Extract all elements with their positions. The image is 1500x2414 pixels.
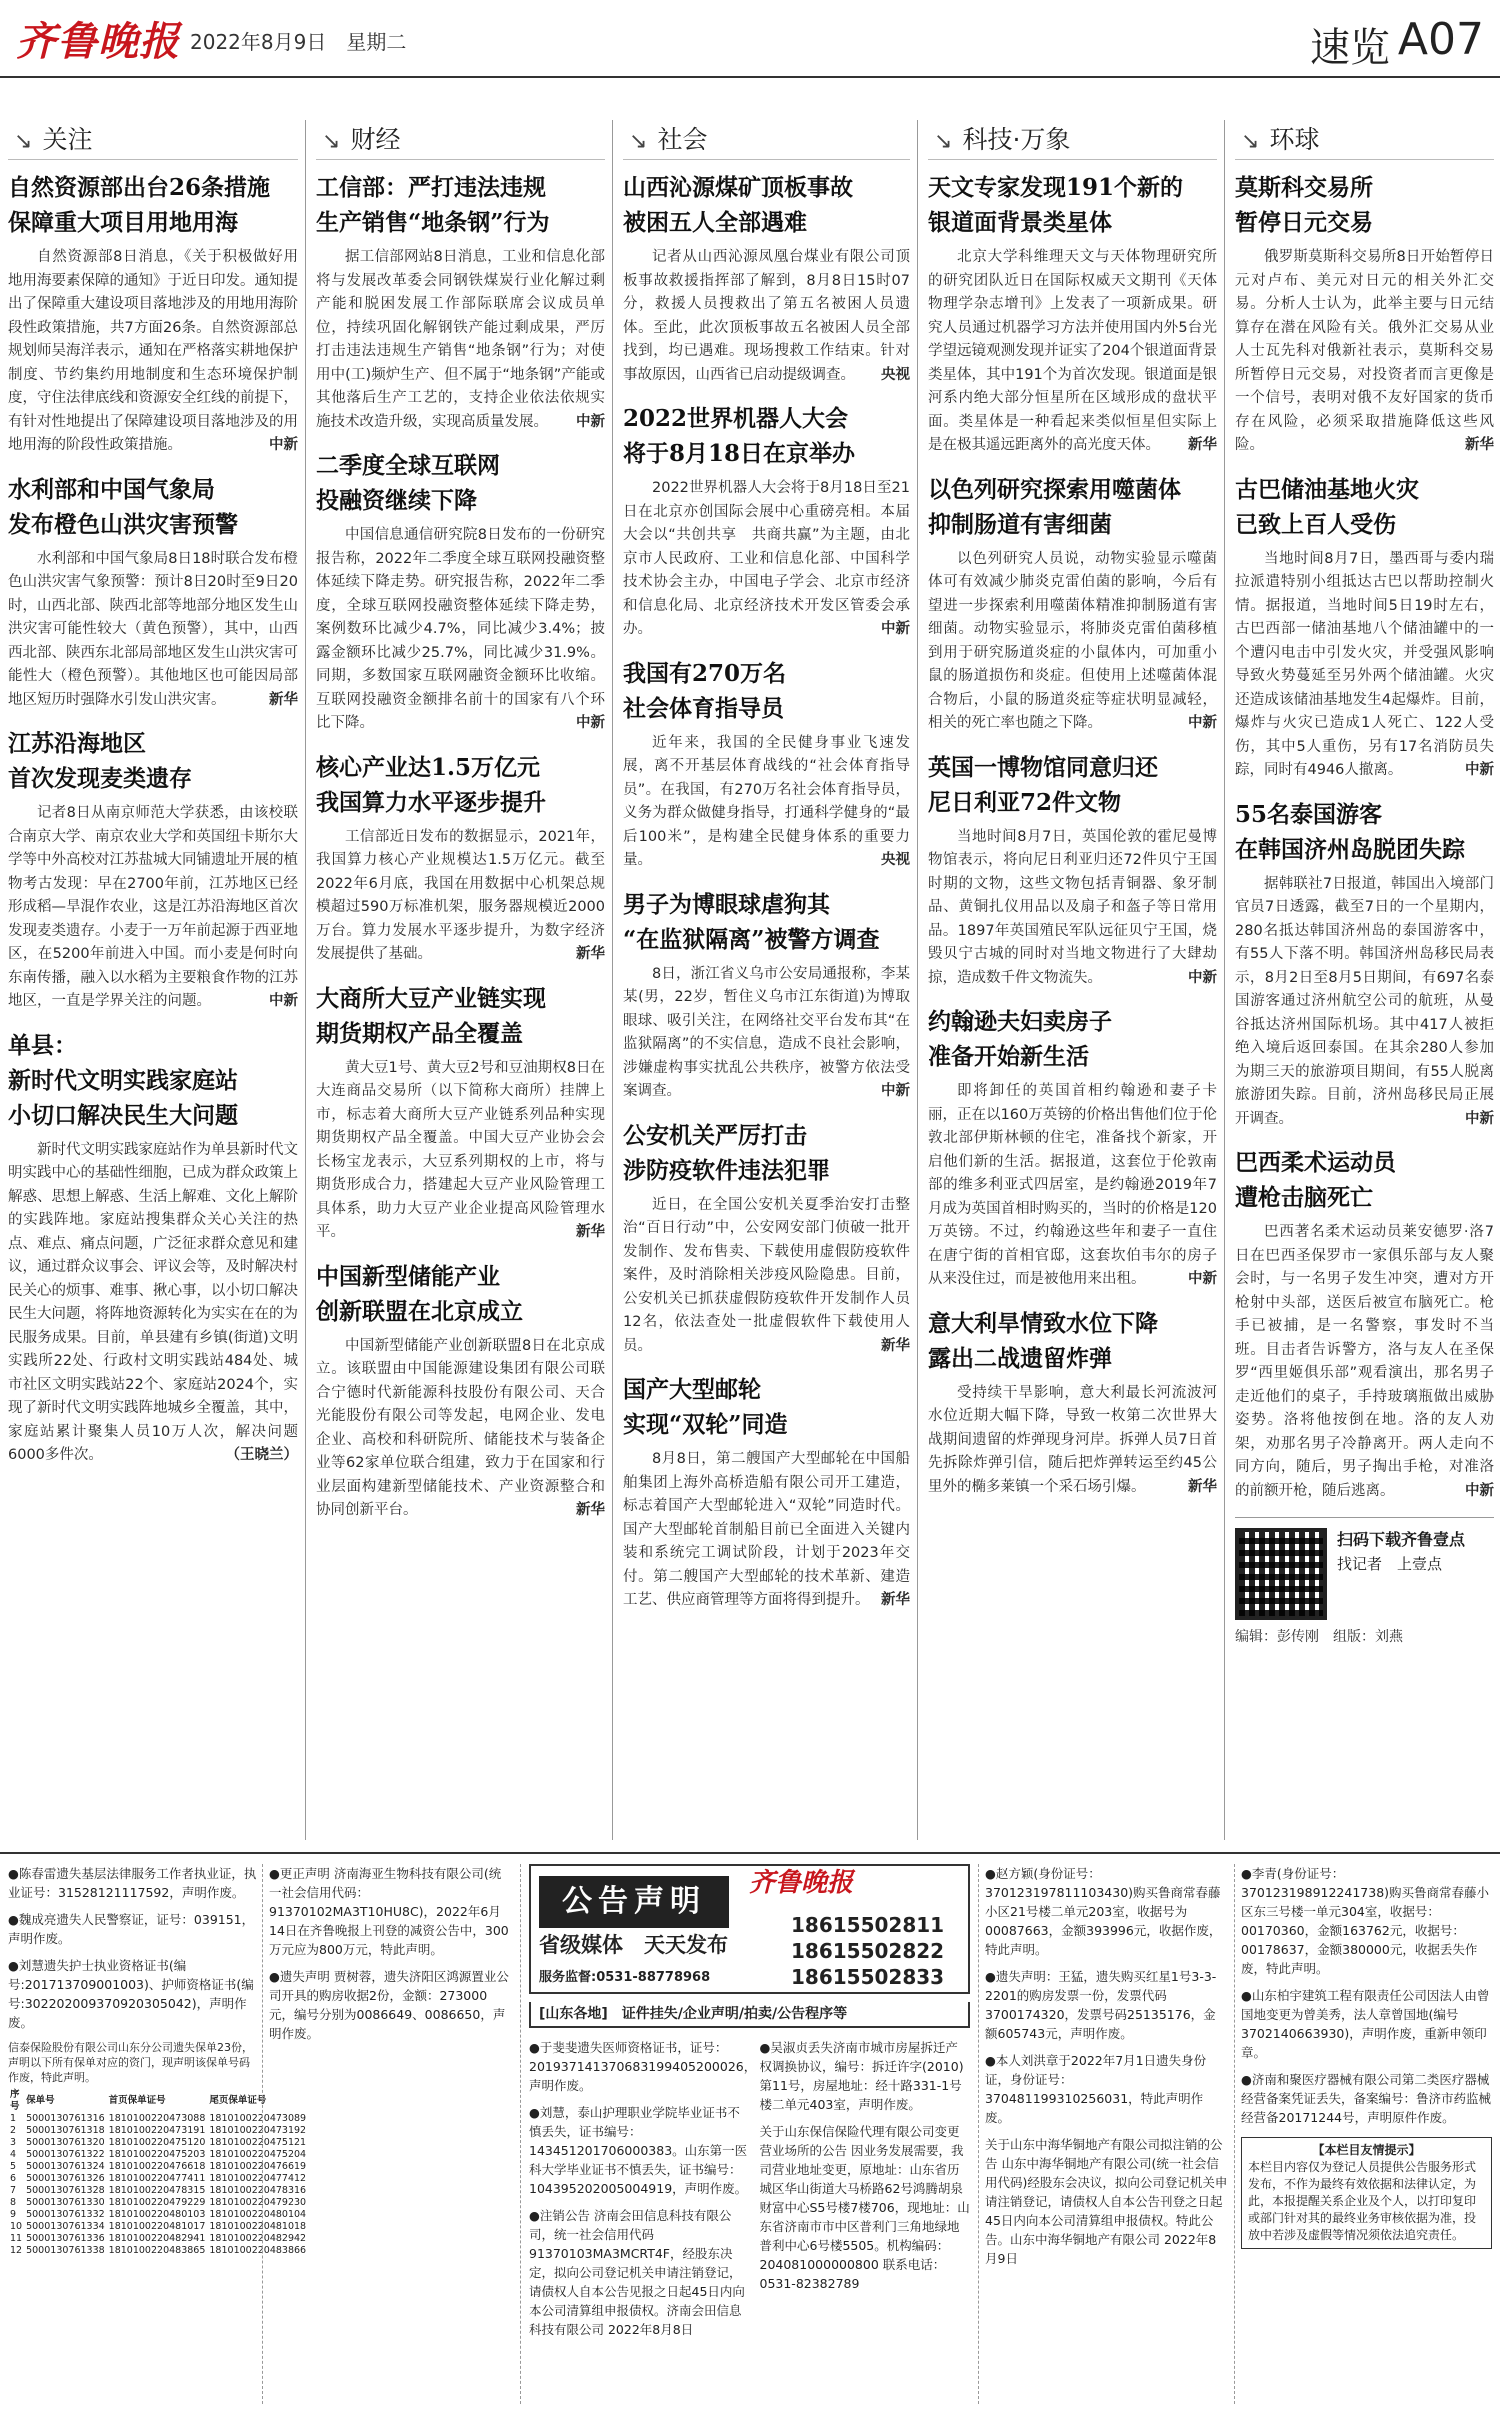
headline-line: 创新联盟在北京成立: [316, 1297, 523, 1325]
news-article: [316, 448, 605, 736]
ad-list: [985, 1864, 1228, 2268]
article-source: 新华: [1188, 1478, 1217, 1495]
table-cell: 5000130761326: [26, 2173, 105, 2184]
article-body: [928, 548, 1217, 736]
article-headline: [316, 448, 605, 518]
news-article: [623, 1372, 910, 1613]
article-body: [623, 1448, 910, 1613]
article-body: [316, 246, 605, 434]
news-article: [316, 750, 605, 967]
table-header-cell: 尾页保单证号: [209, 2095, 267, 2106]
arrow-icon: ↘: [629, 129, 648, 154]
article-source: 新华: [1465, 437, 1494, 453]
ad-item: 关于山东中海华铜地产有限公司拟注销的公告 山东中海华铜地产有限公司(统一社会信用代码)经股东会决议，拟向公司登记机关申请注销登记，请债权人自本公告刊登之日起45日内向本公司清算组申报债权。特此公告。山东中海华铜地产有限公司 2022年8月9日: [985, 2137, 1228, 2266]
article-body: [1235, 548, 1494, 783]
article-body: [316, 1335, 605, 1523]
article-text: 自然资源部8日消息，《关于积极做好用地用海要素保障的通知》于近日印发。通知提出了保障重大建设项目落地涉及的用地用海阶段性政策措施，共7方面26条。自然资源部总规划师吴海洋表示，通知在严格落实耕地保护制度、节约集约用地制度和生态环境保护制度，守住法律底线和资源安全红线的前提下，有针对性地提出了保障建设项目落地涉及的用地用海的阶段性政策措施。: [8, 249, 298, 453]
article-headline: [316, 170, 605, 240]
headline-line: 我国算力水平逐步提升: [316, 788, 546, 816]
table-cell: 1810100220476619: [209, 2161, 307, 2172]
qr-promo-line: 扫码下载齐鲁壹点: [1337, 1530, 1466, 1549]
headline-line: 遭枪击脑死亡: [1235, 1184, 1373, 1211]
headline-line: 尼日利亚72件文物: [928, 788, 1122, 816]
ad-item: 关于山东保信保险代理有限公司变更营业场所的公告 因业务发展需要，我司营业地址变更，原地址：山东省历城区华山街道大马桥路62号鸿腾胡泉财富中心S5号楼7楼706，现地址：山东省济南市市中区普利门三角地绿地普利中心6号楼5505。机构编码：204081000000800 联系电话：0531-82382789: [759, 2124, 970, 2291]
ad-item: ●注销公告 济南会田信息科技有限公司，统一社会信用代码91370103MA3MCRT4F，经股东决定，拟向公司登记机关申请注销登记，请债权人自本公告见报之日起45日内向本公司清算组申报债权。济南会田信息科技有限公司 2022年8月8日: [529, 2208, 745, 2337]
article-body: [316, 1057, 605, 1245]
article-headline: [623, 170, 910, 240]
table-cell: 5: [10, 2161, 17, 2172]
ad-item: ●山东柏宇建筑工程有限责任公司因法人由曾国地变更为曾美秀，法人章曾国地(编号3702140663930)，声明作废，重新申领印章。: [1241, 1988, 1490, 2060]
table-cell: 1810100220478316: [209, 2185, 307, 2196]
headline-line: 投融资继续下降: [316, 487, 477, 514]
table-cell: 1810100220481018: [209, 2221, 307, 2232]
headline-line: 小切口解决民生大问题: [8, 1101, 238, 1129]
article-source: 中新: [1188, 1271, 1217, 1287]
headline-line: 水利部和中国气象局: [8, 475, 215, 503]
table-cell: 5000130761316: [26, 2113, 105, 2124]
notice-services: [山东各地] 证件挂失/企业声明/拍卖/公告程序等: [529, 2002, 970, 2028]
ad-column-3: [520, 1864, 970, 2404]
phone-number: 18615502811: [791, 1913, 945, 1937]
article-headline: [1235, 1145, 1494, 1215]
article-body: [8, 1139, 298, 1468]
article-headline: [928, 1306, 1217, 1376]
headline-line: 社会体育指导员: [623, 694, 784, 722]
arrow-icon: ↘: [934, 129, 953, 154]
article-source: 新华: [269, 691, 298, 708]
table-cell: 1810100220480103: [108, 2209, 206, 2220]
news-article: [623, 656, 910, 873]
table-cell: 12: [10, 2245, 23, 2256]
ad-list: [1241, 1864, 1492, 2127]
article-headline: [623, 887, 910, 957]
table-cell: 1810100220473088: [108, 2113, 206, 2124]
table-cell: 5000130761334: [26, 2221, 105, 2232]
ad-item: ●本人刘洪章于2022年7月1日遗失身份证，身份证号：370481199310256031，特此声明作废。: [985, 2053, 1207, 2125]
article-source: 央视: [881, 852, 910, 868]
article-headline: [928, 1004, 1217, 1074]
headline-line: 抑制肠道有害细菌: [928, 510, 1112, 538]
article-headline: [8, 1028, 298, 1133]
news-article: [623, 170, 910, 387]
issue-date: 2022年8月9日 星期二: [190, 30, 407, 54]
article-headline: [623, 656, 910, 726]
table-cell: 4: [10, 2149, 17, 2160]
table-cell: 1810100220475204: [209, 2149, 307, 2160]
qr-promo-line: 找记者 上壹点: [1337, 1555, 1443, 1573]
notice-banner-slogan: 省级媒体 天天发布: [539, 1933, 728, 1957]
headline-line: 中国新型储能产业: [316, 1262, 500, 1290]
article-headline: [928, 750, 1217, 820]
headline-line: 核心产业达1.5万亿元: [316, 753, 541, 781]
news-article: [623, 401, 910, 642]
article-headline: [928, 170, 1217, 240]
notice-banner: [529, 1864, 970, 1994]
article-source: 中新: [576, 413, 605, 430]
editor-tip-box: [1241, 2137, 1492, 2249]
news-article: [623, 887, 910, 1104]
article-text: 黄大豆1号、黄大豆2号和豆油期权8日在大连商品交易所（以下简称大商所）挂牌上市，标志着大商所大豆产业链系列品种实现期货期权产品全覆盖。中国大豆产业协会会长杨宝龙表示，大豆系列期权的上市，将与期货形成合力，搭建起大豆产业风险管理工具体系，助力大豆产业企业提高风险管理水平。: [316, 1059, 605, 1240]
news-article: [316, 170, 605, 434]
article-body: [8, 802, 298, 1014]
article-body: [623, 246, 910, 387]
article-headline: [1235, 472, 1494, 542]
column-world: [1224, 120, 1494, 1840]
ad-column-1: [8, 1864, 307, 2404]
article-headline: [316, 1259, 605, 1329]
section-tag-label: 科技·万象: [962, 125, 1071, 154]
notice-banner-title: 公告声明: [539, 1876, 729, 1928]
news-article: [623, 1118, 910, 1359]
headline-line: 首次发现麦类遗存: [8, 765, 192, 792]
column-focus: [8, 120, 298, 1840]
headline-line: 江苏沿海地区: [8, 730, 146, 757]
article-text: 据韩联社7日报道，韩国出入境部门官员7日透露，截至7日的一个星期内，280名抵达韩国济州岛的泰国游客中，有55人下落不明。韩国济州岛移民局表示，8月2日至8月5日期间，有697名泰国游客通过济州航空公司的航班，从曼谷抵达济州国际机场。其中417人被拒绝入境后返回泰国。在其余280人参加为期三天的旅游项目期间，有55人脱离旅游团失踪。目前，济州岛移民局正展开调查。: [1235, 875, 1494, 1127]
headline-line: 保障重大项目用地用海: [8, 209, 238, 236]
article-text: 新时代文明实践家庭站作为单县新时代文明实践中心的基础性细胞，已成为群众政策上解惑、思想上解惑、生活上解难、文化上解阶的实践阵地。家庭站搜集群众关心关注的热点、难点、痛点问题，广泛征求群众意见和建议，通过群众议事会、评议会等，及时解决村民关心的烦事、难事、揪心事，以小切口解决民生大问题，将阵地资源转化为实实在在的为民服务成果。目前，单县建有乡镇(街道)文明实践所22处、行政村文明实践站484处、城市社区文明实践站22个、家庭站2024个，实现了新时代文明实践阵地城乡全覆盖，其中，家庭站累计聚集人员10万人次，解决问题6000多件次。: [8, 1141, 298, 1463]
ad-item: ●于斐斐遗失医师资格证书，证号：201937141370683199405200026，声明作废。: [529, 2040, 757, 2093]
news-article: [8, 472, 298, 713]
article-headline: [623, 1118, 910, 1188]
table-header-cell: 首页保单证号: [108, 2095, 166, 2106]
headline-line: 工信部：严打违法违规: [316, 174, 546, 201]
headline-line: 国产大型邮轮: [623, 1376, 761, 1403]
news-article: [928, 750, 1217, 991]
table-cell: 1810100220479230: [209, 2197, 307, 2208]
ad-column-4: [978, 1864, 1228, 2404]
ad-item: ●吴淑贞丢失济南市城市房屋拆迁产权调换协议，编号：拆迁许字(2010)第11号，房屋地址：经十路331-1号楼二单元403室，声明作废。: [759, 2040, 964, 2112]
table-cell: 5000130761320: [26, 2137, 105, 2148]
ad-item: ●魏成亮遗失人民警察证，证号：039151，声明作废。: [8, 1912, 255, 1946]
news-article: [1235, 797, 1494, 1132]
article-body: [928, 246, 1217, 458]
article-body: [8, 246, 298, 458]
article-source: 新华: [881, 1592, 910, 1608]
table-cell: 1810100220478315: [108, 2185, 206, 2196]
table-cell: 5000130761328: [26, 2185, 105, 2196]
article-text: 2022世界机器人大会将于8月18日至21日在北京亦创国际会展中心重磅亮相。本届大会以“共创共享 共商共赢”为主题，由北京市人民政府、工业和信息化部、中国科学技术协会主办，中国电子学会、北京市经济和信息化局、北京经济技术开发区管委会承办。: [623, 480, 910, 637]
section-tag: [8, 120, 298, 160]
table-cell: 5000130761332: [26, 2209, 105, 2220]
ad-column-2: [262, 1864, 512, 2404]
article-source: 中新: [1465, 762, 1494, 778]
table-cell: 5000130761324: [26, 2161, 105, 2172]
news-article: [928, 1306, 1217, 1500]
news-article: [316, 1259, 605, 1523]
headline-line: 约翰逊夫妇卖房子: [928, 1008, 1112, 1035]
headline-line: 露出二战遗留炸弹: [928, 1344, 1112, 1372]
ad-item: ●刘慧，泰山护理职业学院毕业证书不慎丢失，证书编号：143451201706000383。山东第一医科大学毕业证书不慎丢失，证书编号：104395202005004919，声明作废。: [529, 2105, 748, 2196]
notice-banner-logo: 齐鲁晚报: [749, 1868, 854, 1898]
article-body: [623, 477, 910, 642]
news-article: [316, 981, 605, 1245]
headline-line: 我国有270万名: [623, 659, 787, 687]
arrow-icon: ↘: [322, 129, 341, 154]
ad-item: ●赵方颖(身份证号：370123197811103430)购买鲁商常春藤小区21号楼二单元203室，收据号为00087663，金额393996元，收据作废，特此声明。: [985, 1866, 1222, 1957]
ad-list: [760, 2038, 971, 2347]
article-source: 中新: [881, 1083, 910, 1099]
table-cell: 5000130761322: [26, 2149, 105, 2160]
headline-line: 已致上百人受伤: [1235, 510, 1396, 538]
news-article: [8, 170, 298, 458]
article-text: 当地时间8月7日，英国伦敦的霍尼曼博物馆表示，将向尼日利亚归还72件贝宁王国时期的文物，这些文物包括青铜器、象牙制品、黄铜扎仪用品以及扇子和盔子等日常用品。1897年英国殖民军队远征贝宁王国，烧毁贝宁古城的同时对当地文物进行了大肆劫掠，造成数千件文物流失。: [928, 828, 1217, 986]
page-number: A07: [1397, 14, 1484, 65]
article-body: [316, 826, 605, 967]
article-body: [8, 548, 298, 713]
table-cell: 5000130761330: [26, 2197, 105, 2208]
article-body: [928, 826, 1217, 991]
article-source: （王晓兰）: [225, 1447, 298, 1463]
news-article: [8, 726, 298, 1014]
article-source: 央视: [881, 366, 910, 383]
article-text: 近日，在全国公安机关夏季治安打击整治“百日行动”中，公安网安部门侦破一批开发制作、发布售卖、下载使用虚假防疫软件案件，及时消除相关涉疫风险隐患。目前，公安机关已抓获虚假防疫软件开发制作人员12名，依法查处一批虚假软件下载使用人员。: [623, 1196, 910, 1354]
article-source: 新华: [576, 1502, 605, 1518]
article-text: 当地时间8月7日，墨西哥与委内瑞拉派遣特别小组抵达古巴以帮助控制火情。据报道，当地时间5日19时左右，古巴西部一储油基地八个储油罐中的一个遭闪电击中引发火灾，并受强风影响导致火势蔓延至另外两个储油罐。火灾还造成该储油基地发生4起爆炸。目前，爆炸与火灾已造成1人死亡、122人受伤，其中5人重伤，另有17名消防员失踪，同时有4946人撤离。: [1235, 550, 1494, 778]
service-hotline: 服务监督:0531-88778968: [539, 1970, 711, 1985]
article-source: 中新: [576, 715, 605, 731]
section-title: 速览: [1310, 25, 1390, 71]
table-cell: 3: [10, 2137, 17, 2148]
news-article: [928, 1004, 1217, 1292]
qr-promo-text: [1337, 1528, 1465, 1620]
qr-code-icon[interactable]: [1235, 1528, 1327, 1620]
table-cell: 1810100220475120: [108, 2137, 206, 2148]
article-source: 中新: [1465, 1110, 1494, 1127]
table-cell: 1810100220482941: [108, 2233, 206, 2244]
headline-line: 新时代文明实践家庭站: [8, 1066, 238, 1094]
news-article: [1235, 472, 1494, 783]
table-cell: 1810100220475121: [209, 2137, 307, 2148]
headline-line: 涉防疫软件违法犯罪: [623, 1156, 830, 1184]
article-text: 记者从山西沁源凤凰台煤业有限公司顶板事故救援指挥部了解到，8月8日15时07分，救援人员搜救出了第五名被困人员遗体。至此，此次顶板事故五名被困人员全部找到，均已遇难。现场搜救工作结束。针对事故原因，山西省已启动提级调查。: [623, 249, 910, 383]
article-source: 新华: [576, 1224, 605, 1240]
table-cell: 1810100220480104: [209, 2209, 307, 2220]
headline-line: 单县：: [8, 1031, 77, 1059]
article-text: 水利部和中国气象局8日18时联合发布橙色山洪灾害气象预警：预计8日20时至9日20时，山西北部、陕西北部等地部分地区发生山洪灾害可能性较大（黄色预警），其中，山西西北部、陕西东北部局部地区发生山洪灾害可能性大（橙色预警）。其他地区也可能因局部地区短历时强降水引发山洪灾害。: [8, 550, 298, 708]
editor-credit: 编辑：彭传刚 组版：刘燕: [1235, 1629, 1403, 1645]
article-body: [1235, 1221, 1494, 1503]
headline-line: 准备开始新生活: [928, 1043, 1089, 1070]
ad-item: ●更正声明 济南海亚生物科技有限公司(统一社会信用代码：91370102MA3T10HU8C)，2022年6月14日在齐鲁晚报上刊登的减资公告中，300万元应为800万元，特此声明。: [269, 1866, 509, 1957]
headline-line: 巴西柔术运动员: [1235, 1149, 1396, 1176]
section-tag: [928, 120, 1217, 160]
headline-line: 期货期权产品全覆盖: [316, 1019, 523, 1047]
article-body: [623, 732, 910, 873]
headline-line: 55名泰国游客: [1235, 800, 1383, 828]
tip-title: 【本栏目友情提示】: [1312, 2143, 1421, 2157]
section-tag-label: 财经: [350, 125, 401, 154]
section-tag: [316, 120, 605, 160]
table-cell: 10: [10, 2221, 23, 2232]
headline-line: 银道面背景类星体: [928, 209, 1112, 236]
ad-item: ●济南和聚医疗器械有限公司第二类医疗器械经营备案凭证丢失，备案编号：鲁济市药监械经营备20171244号，声明原件作废。: [1241, 2072, 1492, 2125]
table-cell: 1810100220475203: [108, 2149, 206, 2160]
article-headline: [8, 472, 298, 542]
article-headline: [316, 750, 605, 820]
headline-line: 生产销售“地条钢”行为: [316, 209, 550, 236]
tip-text: 本栏目内容仅为登记人员提供公告服务形式发布，不作为最终有效依据和法律认定，为此，本报提醒关系企业及个人，以打印复印或部门针对其的最终业务审核依据为准，投放中若涉及虚假等情况须依法追究责任。: [1248, 2160, 1477, 2242]
article-headline: [1235, 170, 1494, 240]
section-tag: [1235, 120, 1494, 160]
article-text: 据工信部网站8日消息，工业和信息化部将与发展改革委会同钢铁煤炭行业化解过剩产能和脱困发展工作部际联席会议成员单位，持续巩固化解钢铁产能过剩成果，严厉打击违法违规生产销售“地条钢”行为；对使用中(工)频炉生产、但不属于“地条钢”产能或其他落后生产工艺的，支持企业依法依规实施技术改造升级，实现高质量发展。: [316, 249, 605, 430]
article-text: 工信部近日发布的数据显示，2021年，我国算力核心产业规模达1.5万亿元。截至2022年6月底，我国在用数据中心机架总规模超过590万标准机架，服务器规模近2000万台。算力发展水平逐步提升，为数字经济发展提供了基础。: [316, 828, 605, 962]
arrow-icon: ↘: [1241, 129, 1260, 154]
ad-item: ●遗失声明 贾树蓉，遗失济阳区鸿源置业公司开具的购房收据2份，金额：273000元，编号分别为0086649、0086650，声明作废。: [269, 1969, 509, 2041]
article-source: 中新: [1188, 969, 1217, 986]
ad-item: ●陈春雷遗失基层法律服务工作者执业证，执业证号：31528121117592，声明作废。: [8, 1866, 257, 1900]
article-headline: [316, 981, 605, 1051]
headline-line: 英国一博物馆同意归还: [928, 753, 1158, 781]
article-source: 新华: [576, 946, 605, 962]
article-body: [1235, 873, 1494, 1132]
table-cell: 1810100220479229: [108, 2197, 206, 2208]
article-headline: [1235, 797, 1494, 867]
section-tag: [623, 120, 910, 160]
column-science: [917, 120, 1217, 1840]
article-source: 中新: [269, 437, 298, 453]
table-cell: 7: [10, 2185, 17, 2196]
article-source: 中新: [1188, 715, 1217, 731]
headline-line: 公安机关严厉打击: [623, 1121, 807, 1149]
table-cell: 1810100220476618: [108, 2161, 206, 2172]
section-tag-label: 环球: [1269, 125, 1320, 154]
qr-promo: [1235, 1517, 1494, 1620]
headline-line: “在监狱隔离”被警方调查: [623, 925, 880, 953]
headline-line: 在韩国济州岛脱团失踪: [1235, 835, 1465, 863]
news-article: [1235, 170, 1494, 458]
table-cell: 1810100220481017: [108, 2221, 206, 2232]
article-source: 新华: [881, 1337, 910, 1354]
article-text: 8日，浙江省义乌市公安局通报称，李某某(男，22岁，暂住义乌市江东街道)为博取眼球、吸引关注，在网络社交平台发布其“在监狱隔离”的不实信息，造成不良社会影响，涉嫌虚构事实扰乱公共秩序，被警方依法受案调查。: [623, 965, 910, 1099]
article-body: [623, 1194, 910, 1359]
table-cell: 11: [10, 2233, 23, 2244]
article-body: [316, 524, 605, 736]
table-cell: 1810100220482942: [209, 2233, 307, 2244]
ad-list: [8, 1864, 258, 2032]
ad-item: ●刘慧遗失护士执业资格证书(编号:201713709001003)、护师资格证书(编号:302202009370920305042)，声明作废。: [8, 1958, 254, 2030]
ad-item: ●遗失声明：王猛，遗失购买红星1号3-3-2201的购房发票一份，发票代码3700174320，发票号码25135176，金额605743元，声明作废。: [985, 1969, 1217, 2041]
table-cell: 1810100220483865: [108, 2245, 206, 2256]
ad-list: [529, 2038, 757, 2347]
table-cell: 5000130761336: [26, 2233, 105, 2244]
headline-line: 二季度全球互联网: [316, 452, 500, 479]
headline-line: 古巴储油基地火灾: [1235, 475, 1419, 503]
table-cell: 1810100220477412: [209, 2173, 307, 2184]
table-cell: 5000130761338: [26, 2245, 105, 2256]
table-cell: 1810100220483866: [209, 2245, 307, 2256]
headline-line: 自然资源部出台26条措施: [8, 174, 271, 201]
article-source: 中新: [881, 621, 910, 637]
section-tag-label: 关注: [42, 125, 93, 154]
ad-column-5: [1234, 1864, 1492, 2404]
headline-line: 2022世界机器人大会: [623, 405, 849, 432]
table-cell: 1810100220473089: [209, 2113, 307, 2124]
article-body: [623, 963, 910, 1104]
table-cell: 2: [10, 2125, 17, 2136]
article-headline: [623, 1372, 910, 1442]
phone-number: 18615502833: [791, 1965, 945, 1989]
article-source: 中新: [1465, 1482, 1494, 1499]
headline-line: 意大利旱情致水位下降: [928, 1309, 1158, 1337]
headline-line: 大商所大豆产业链实现: [316, 984, 546, 1012]
article-headline: [8, 726, 298, 796]
news-article: [1235, 1145, 1494, 1503]
table-cell: 5000130761318: [26, 2125, 105, 2136]
article-text: 巴西著名柔术运动员莱安德罗·洛7日在巴西圣保罗市一家俱乐部与友人聚会时，与一名男子发生冲突，遭对方开枪射中头部，送医后被宣布脑死亡。枪手已被捕，是一名警察，事发时不当班。目击者告诉警方，洛与友人在圣保罗“西里姬俱乐部”观看演出，那名男子走近他们的桌子，手持玻璃瓶做出威胁姿势。洛将他按倒在地。洛的友人劝架，劝那名男子冷静离开。两人走向不同方向，随后，男子掏出手枪，对准洛的前额开枪，随后逃离。: [1235, 1224, 1494, 1499]
table-cell: 9: [10, 2209, 17, 2220]
article-text: 俄罗斯莫斯科交易所8日开始暂停日元对卢布、美元对日元的相关外汇交易。分析人士认为，此举主要与日元结算存在潜在风险有关。俄外汇交易从业人士瓦先科对俄新社表示，莫斯科交易所暂停日元交易，对投资者而言更像是一个信号，表明对俄不友好国家的货币存在风险，必须采取措施降低这些风险。: [1235, 249, 1494, 453]
phone-number: 18615502822: [791, 1939, 945, 1963]
article-headline: [623, 401, 910, 471]
cert-notice-title: 信泰保险股份有限公司山东分公司遗失保单23份，声明以下所有保单对应的资门，现声明该保单号码作废，特此声明。: [8, 2041, 253, 2084]
article-source: 中新: [269, 993, 298, 1009]
column-finance: [305, 120, 605, 1840]
article-text: 中国信息通信研究院8日发布的一份研究报告称，2022年二季度全球互联网投融资整体延续下降走势。研究报告称，2022年二季度，全球互联网投融资整体延续下降走势，案例数环比减少4.7%，同比减少3.4%；披露金额环比减少25.7%，同比减少31.9%。同期，多数国家互联网融资金额环比收缩。互联网投融资金额排名前十的国家有八个环比下降。: [316, 527, 605, 731]
ad-item: ●李青(身份证号：370123198912241738)购买鲁商常春藤小区东三号楼一单元304室，收据号：00170360，金额163762元，收据号：00178637，金额380000元，收据丢失作废，特此声明。: [1241, 1866, 1490, 1976]
article-text: 北京大学科维理天文与天体物理研究所的研究团队近日在国际权威天文期刊《天体物理学杂志增刊》上发表了一项新成果。研究人员通过机器学习方法并使用国内外5台光学望远镜观测发现并证实了204个银道面背景类星体，其中191个为首次发现。银道面是银河系内绝大部分恒星所在区域形成的盘状平面。类星体是一种看起来类似恒星但实际上是在极其遥远距离外的高光度天体。: [928, 249, 1217, 453]
headline-line: 天文专家发现191个新的: [928, 174, 1184, 201]
article-headline: [928, 472, 1217, 542]
headline-line: 山西沁源煤矿顶板事故: [623, 174, 853, 201]
table-header-cell: 保单号: [26, 2095, 55, 2106]
headline-line: 将于8月18日在京举办: [623, 440, 856, 467]
ad-list: [269, 1864, 512, 2043]
article-text: 近年来，我国的全民健身事业飞速发展，离不开基层体育战线的“社会体育指导员”。在我国，有270万名社会体育指导员，义务为群众做健身指导，打通科学健身的“最后100米”，是构建全民健身体系的重要力量。: [623, 734, 910, 868]
headline-line: 被困五人全部遇难: [623, 209, 807, 236]
news-article: [8, 1028, 298, 1468]
headline-line: 莫斯科交易所: [1235, 174, 1373, 201]
table-cell: 1810100220473191: [108, 2125, 206, 2136]
table-cell: 1: [10, 2113, 17, 2124]
news-article: [928, 472, 1217, 736]
article-text: 8月8日，第二艘国产大型邮轮在中国船舶集团上海外高桥造船有限公司开工建造，标志着国产大型邮轮进入“双轮”同造时代。国产大型邮轮首制船目前已全面进入关键内装和系统完工调试阶段，计划于2023年交付。第二艘国产大型邮轮的技术革新、建造工艺、供应商管理等方面将得到提升。: [623, 1451, 910, 1608]
headline-line: 暂停日元交易: [1235, 209, 1373, 236]
article-body: [928, 1080, 1217, 1292]
article-text: 记者8日从南京师范大学获悉，由该校联合南京大学、南京农业大学和英国纽卡斯尔大学等中外高校对江苏盐城大同铺遗址开展的植物考古发现：早在2700年前，江苏地区已经形成稻—旱混作农业，这是江苏沿海地区首次发现麦类遗存。小麦于一万年前起源于西亚地区，在5200年前进入中国。而小麦是何时向东南传播，融入以水稻为主要粮食作物的江苏地区，一直是学界关注的问题。: [8, 805, 298, 1009]
classified-ads: [0, 1852, 1500, 2408]
column-society: [612, 120, 910, 1840]
headline-line: 发布橙色山洪灾害预警: [8, 510, 238, 538]
table-cell: 1810100220477411: [108, 2173, 206, 2184]
article-headline: [8, 170, 298, 240]
newspaper-logo: 齐鲁晚报: [16, 18, 180, 65]
table-cell: 8: [10, 2197, 17, 2208]
article-text: 中国新型储能产业创新联盟8日在北京成立。该联盟由中国能源建设集团有限公司联合宁德时代新能源科技股份有限公司、天合光能股份有限公司等发起，电网企业、发电企业、高校和科研院所、储能技术与装备企业等62家单位联合组建，致力于在国家和行业层面构建新型储能技术、产业资源整合和协同创新平台。: [316, 1337, 605, 1518]
table-cell: 1810100220473192: [209, 2125, 307, 2136]
article-text: 受持续干旱影响，意大利最长河流波河水位近期大幅下降，导致一枚第二次世界大战期间遗留的炸弹现身河岸。拆弹人员7日首先拆除炸弹引信，随后把炸弹转运至约45公里外的椭多莱镇一个采石场引爆。: [928, 1384, 1217, 1495]
section-tag-label: 社会: [657, 125, 708, 154]
news-article: [928, 170, 1217, 458]
table-header-cell: 序号: [10, 2089, 20, 2112]
article-source: 新华: [1188, 437, 1217, 453]
headline-line: 实现“双轮”同造: [623, 1411, 788, 1438]
headline-line: 以色列研究探索用噬菌体: [928, 475, 1181, 503]
article-text: 即将卸任的英国首相约翰逊和妻子卡丽，正在以160万英镑的价格出售他们位于伦敦北部伊斯林顿的住宅，准备找个新家，开启他们新的生活。据报道，这套位于伦敦南部的维多利亚式四居室，是约翰逊2019年7月成为英国首相时购买的，当时的价格是120万英镑。不过，约翰逊这些年和妻子一直住在唐宁街的首相官邸，这套坎伯韦尔的房子从来没住过，而是被他用来出租。: [928, 1083, 1217, 1287]
arrow-icon: ↘: [14, 129, 33, 154]
article-body: [928, 1382, 1217, 1500]
masthead: [0, 0, 1500, 78]
article-text: 以色列研究人员说，动物实验显示噬菌体可有效减少肺炎克雷伯菌的影响，今后有望进一步探索利用噬菌体精准抑制肠道有害细菌。动物实验显示，将肺炎克雷伯菌移植到用于研究肠道炎症的小鼠体内，可加重小鼠的肠道损伤和炎症。但使用上述噬菌体混合物后，小鼠的肠道炎症等症状明显减轻，相关的死亡率也随之下降。: [928, 550, 1217, 731]
headline-line: 男子为博眼球虐狗其: [623, 890, 830, 918]
table-cell: 6: [10, 2173, 17, 2184]
notice-phone-list: [791, 1912, 944, 1990]
article-body: [1235, 246, 1494, 458]
